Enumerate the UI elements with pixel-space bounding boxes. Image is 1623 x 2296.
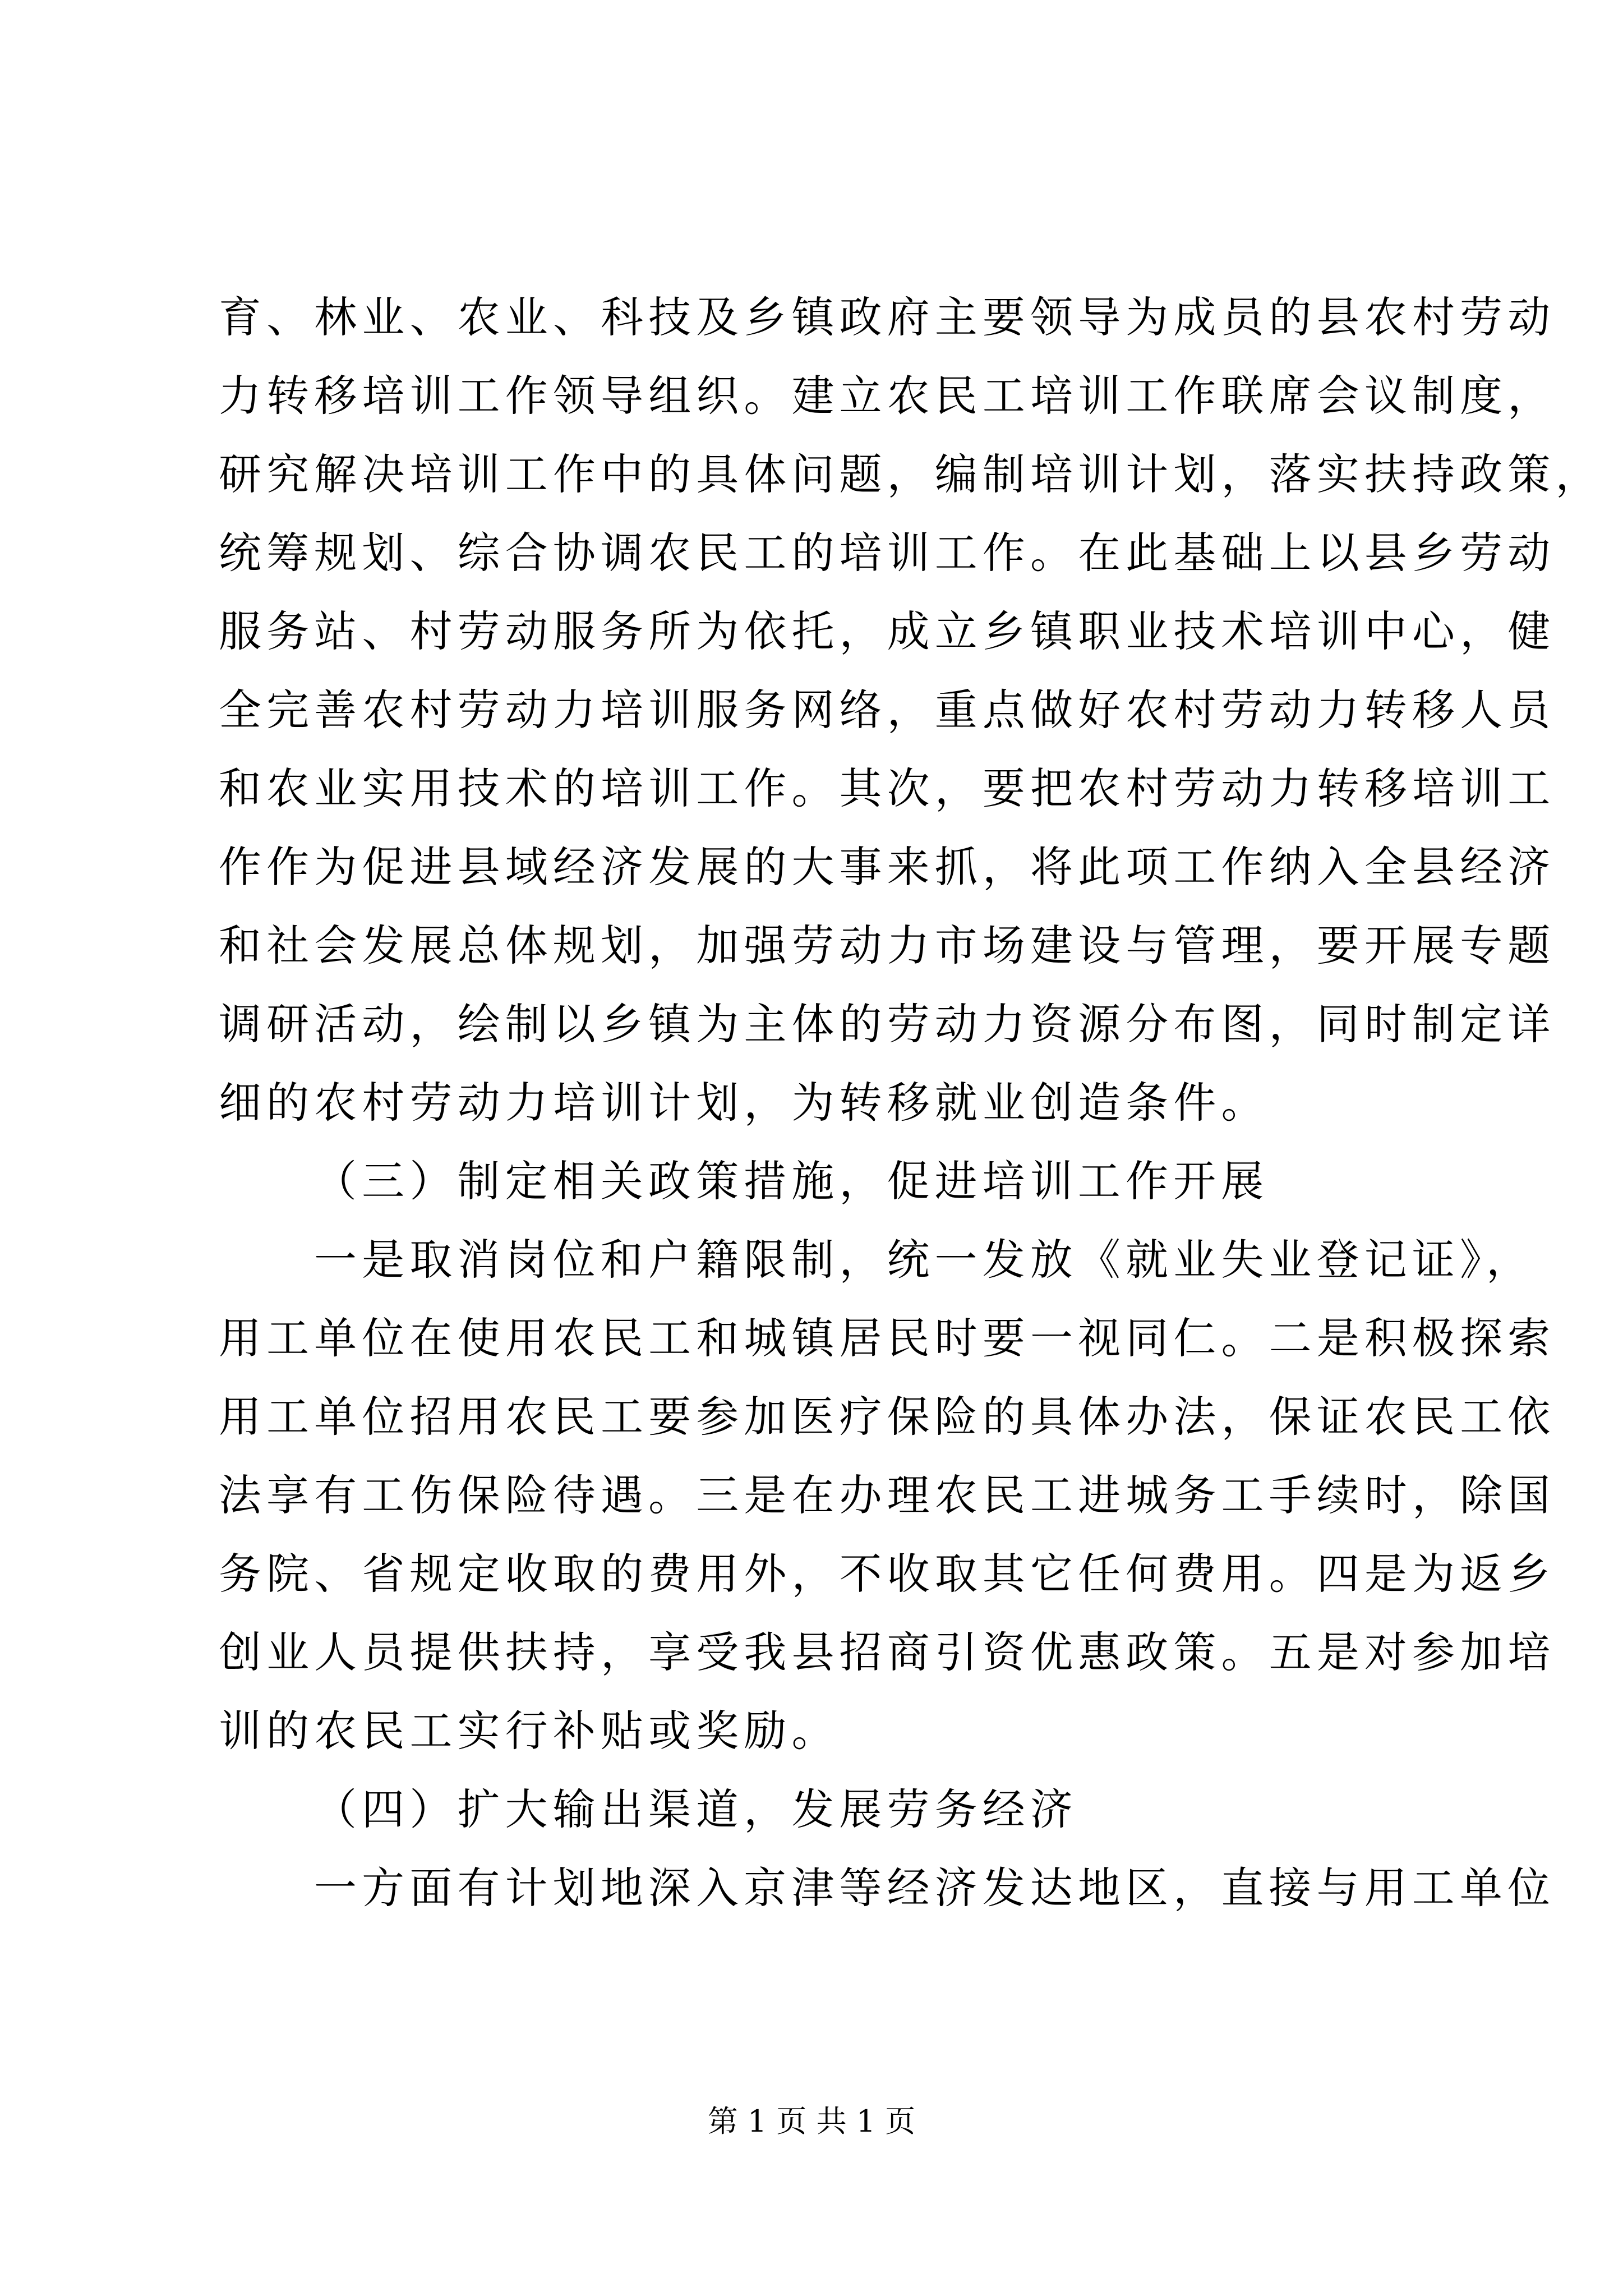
section-heading-4: （四）扩大输出渠道，发展劳务经济 <box>314 1784 1078 1834</box>
page-footer: 第 1 页 共 1 页 <box>707 2104 916 2139</box>
body-line-19: 训的农民工实行补贴或奖励。 <box>219 1706 840 1756</box>
body-line-5: 服务站、村劳动服务所为依托，成立乡镇职业技术培训中心，健 <box>219 606 1556 656</box>
body-line-3: 研究解决培训工作中的具体问题，编制培训计划，落实扶持政策， <box>219 449 1603 499</box>
body-line-8: 作作为促进县域经济发展的大事来抓，将此项工作纳入全县经济 <box>219 842 1556 892</box>
body-line-7: 和农业实用技术的培训工作。其次，要把农村劳动力转移培训工 <box>219 763 1556 813</box>
body-line-14: 用工单位在使用农民工和城镇居民时要一视同仁。二是积极探索 <box>219 1313 1556 1363</box>
body-line-21: 一方面有计划地深入京津等经济发达地区，直接与用工单位 <box>314 1863 1556 1913</box>
body-line-15: 用工单位招用农民工要参加医疗保险的具体办法，保证农民工依 <box>219 1392 1556 1442</box>
body-line-17: 务院、省规定收取的费用外，不收取其它任何费用。四是为返乡 <box>219 1549 1556 1599</box>
body-line-16: 法享有工伤保险待遇。三是在办理农民工进城务工手续时，除国 <box>219 1470 1556 1520</box>
body-line-11: 细的农村劳动力培训计划，为转移就业创造条件。 <box>219 1078 1269 1128</box>
body-line-9: 和社会发展总体规划，加强劳动力市场建设与管理，要开展专题 <box>219 921 1556 970</box>
body-line-10: 调研活动，绘制以乡镇为主体的劳动力资源分布图，同时制定详 <box>219 999 1556 1049</box>
body-line-2: 力转移培训工作领导组织。建立农民工培训工作联席会议制度， <box>219 371 1556 421</box>
body-line-1: 育、林业、农业、科技及乡镇政府主要领导为成员的县农村劳动 <box>219 292 1556 342</box>
section-heading-3: （三）制定相关政策措施，促进培训工作开展 <box>314 1156 1269 1206</box>
body-line-13: 一是取消岗位和户籍限制，统一发放《就业失业登记证》， <box>314 1235 1534 1285</box>
body-line-4: 统筹规划、综合协调农民工的培训工作。在此基础上以县乡劳动 <box>219 528 1556 578</box>
body-line-18: 创业人员提供扶持，享受我县招商引资优惠政策。五是对参加培 <box>219 1627 1556 1677</box>
body-line-6: 全完善农村劳动力培训服务网络，重点做好农村劳动力转移人员 <box>219 685 1556 735</box>
